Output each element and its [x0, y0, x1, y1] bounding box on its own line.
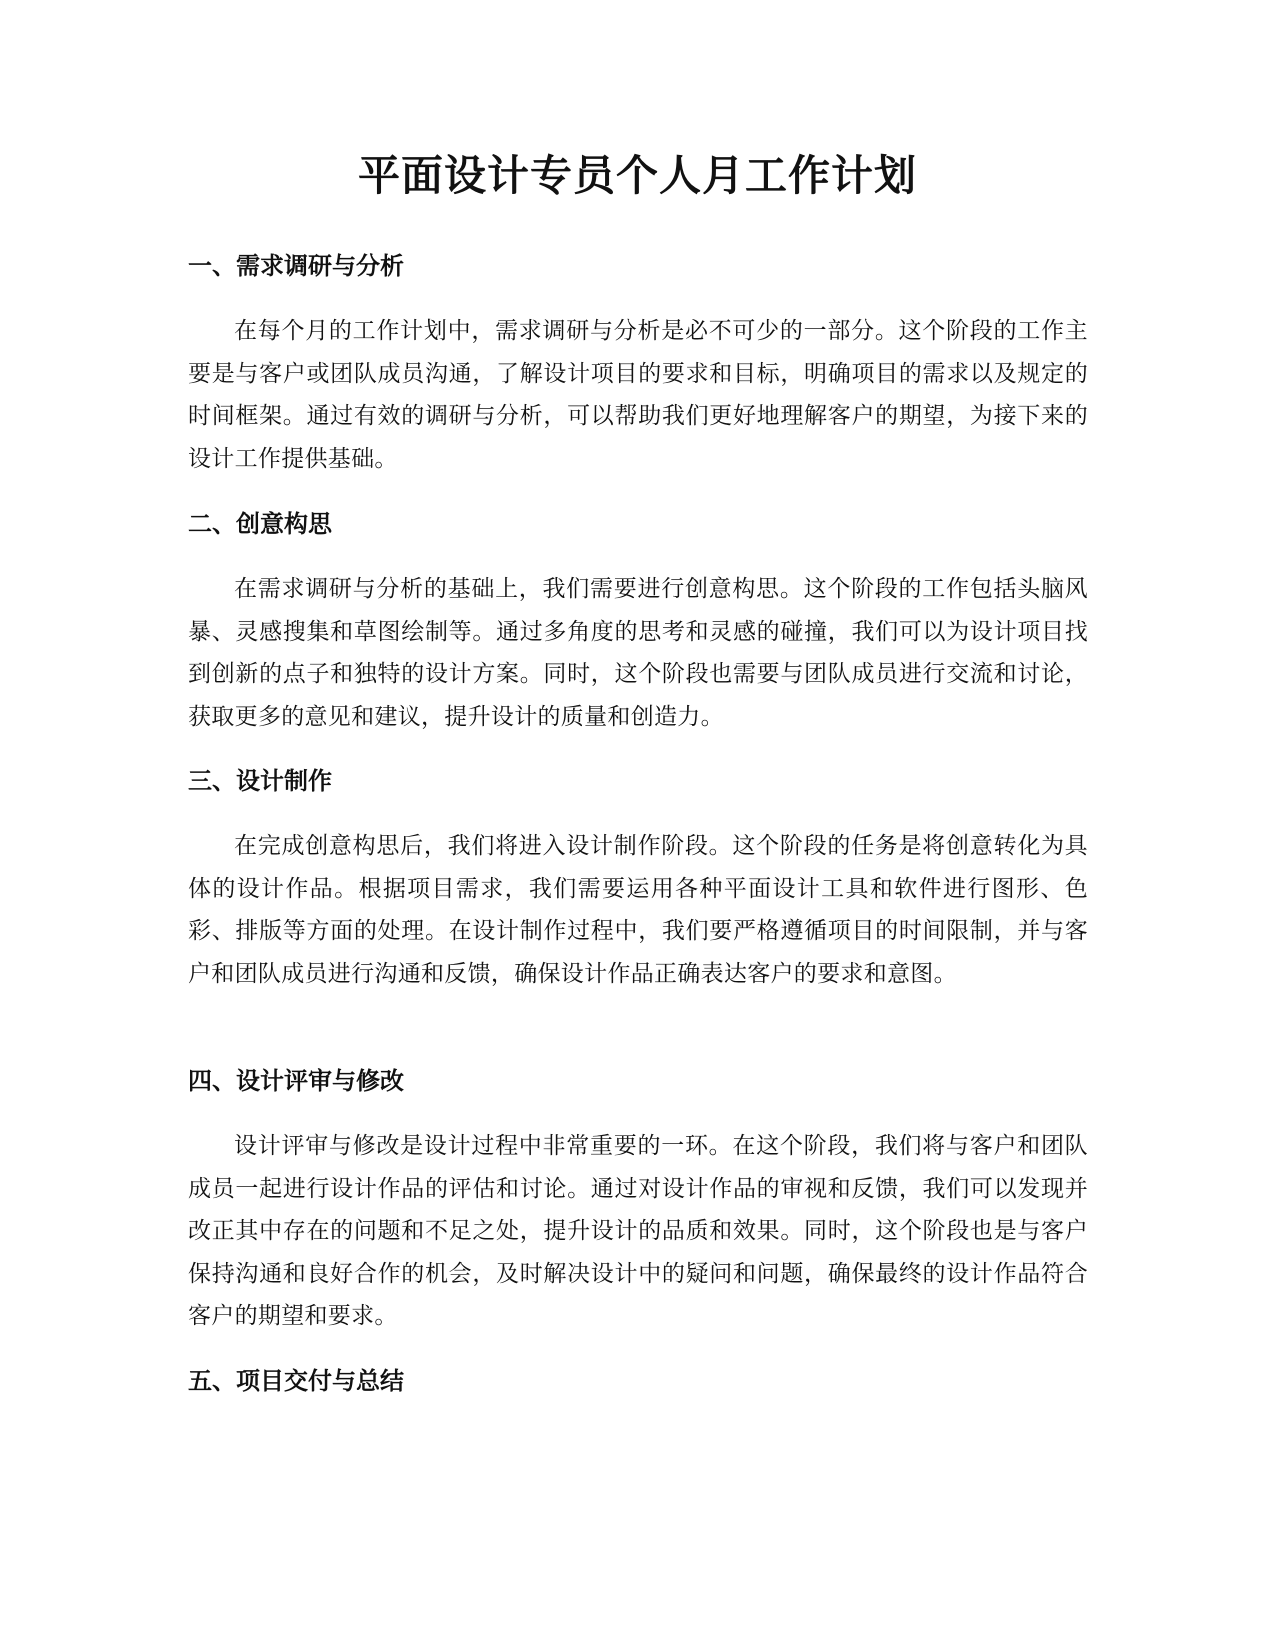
document-title: 平面设计专员个人月工作计划: [357, 151, 917, 200]
section-creative-concept: [188, 506, 1088, 738]
section-requirements-research: [188, 248, 1088, 480]
section-body: 在需求调研与分析的基础上，我们需要进行创意构思。这个阶段的工作包括头脑风暴、灵感搜集和草图绘制等。通过多角度的思考和灵感的碰撞，我们可以为设计项目找到创新的点子和独特的设计方案。同时，这个阶段也需要与团队成员进行交流和讨论，获取更多的意见和建议，提升设计的质量和创造力。: [188, 576, 1088, 730]
section-body: 设计评审与修改是设计过程中非常重要的一环。在这个阶段，我们将与客户和团队成员一起进行设计作品的评估和讨论。通过对设计作品的审视和反馈，我们可以发现并改正其中存在的问题和不足之处，提升设计的品质和效果。同时，这个阶段也是与客户保持沟通和良好合作的机会，及时解决设计中的疑问和问题，确保最终的设计作品符合客户的期望和要求。: [188, 1133, 1088, 1329]
section-heading: 四、设计评审与修改: [188, 1067, 404, 1095]
section-heading: 二、创意构思: [188, 510, 332, 538]
section-project-delivery: [188, 1363, 1088, 1399]
section-body: 在完成创意构思后，我们将进入设计制作阶段。这个阶段的任务是将创意转化为具体的设计作品。根据项目需求，我们需要运用各种平面设计工具和软件进行图形、色彩、排版等方面的处理。在设计制作过程中，我们要严格遵循项目的时间限制，并与客户和团队成员进行沟通和反馈，确保设计作品正确表达客户的要求和意图。: [188, 833, 1088, 987]
section-heading: 三、设计制作: [188, 767, 332, 795]
section-design-review: [188, 1063, 1088, 1338]
section-heading: 一、需求调研与分析: [188, 252, 404, 280]
section-heading: 五、项目交付与总结: [188, 1367, 404, 1395]
section-design-production: [188, 763, 1088, 995]
section-body: 在每个月的工作计划中，需求调研与分析是必不可少的一部分。这个阶段的工作主要是与客户或团队成员沟通，了解设计项目的要求和目标，明确项目的需求以及规定的时间框架。通过有效的调研与分析，可以帮助我们更好地理解客户的期望，为接下来的设计工作提供基础。: [188, 318, 1088, 472]
